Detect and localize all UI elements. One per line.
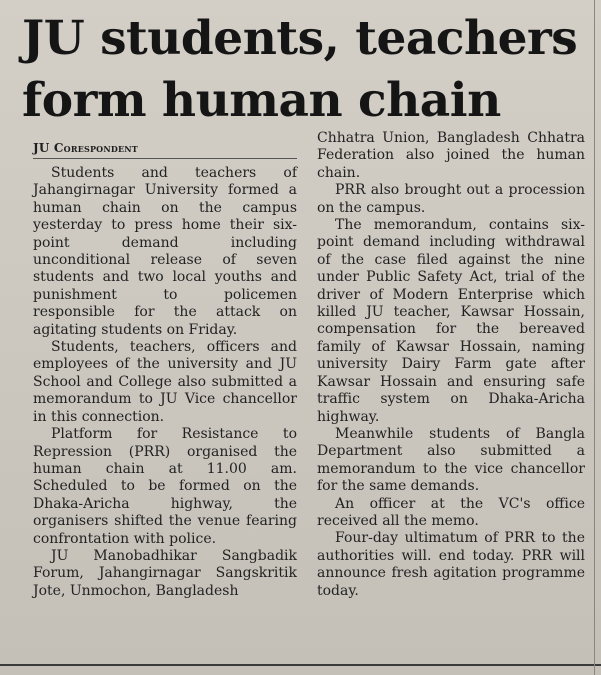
paragraph: The memorandum, contains six-point demand including withdrawal of the case filed against the nine under Public Safety Act, trial of the driver of Modern Enterprise which killed JU teacher, Kawsar Hossain, compensation for the bereaved family of Kawsar Hossain, naming university Dairy Farm gate after Kawsar Hossain and ensuring safe traffic system on Dhaka-Aricha highway. — [317, 217, 585, 425]
article-column-2 — [317, 130, 585, 600]
paragraph: JU Manobadhikar Sangbadik Forum, Jahangirnagar Sangskritik Jote, Unmochon, Bangladesh — [33, 547, 297, 599]
paragraph: Students, teachers, officers and employees of the university and JU School and College also submitted a memorandum to JU Vice chancellor in this connection. — [33, 339, 297, 425]
article-column-1 — [33, 165, 297, 600]
byline: JU Corespondent — [33, 141, 297, 159]
paragraph: Students and teachers of Jahangirnagar University formed a human chain on the campus yesterday to press home their six-point demand including unconditional release of seven students and two local youths and punishment to policemen responsible for the attack on agitating students on Friday. — [33, 165, 297, 338]
bottom-rule — [0, 664, 601, 666]
headline — [22, 8, 592, 132]
right-edge-rule — [594, 0, 595, 675]
paragraph: Four-day ultimatum of PRR to the authorities will. end today. PRR will announce fresh agitation programme today. — [317, 530, 585, 599]
paragraph: An officer at the VC's office received all the memo. — [317, 495, 585, 529]
headline-line-2: form human chain — [22, 73, 501, 128]
paragraph: PRR also brought out a procession on the campus. — [317, 182, 585, 216]
paragraph: Platform for Resistance to Repression (PRR) organised the human chain at 11.00 am. Scheduled to be formed on the Dhaka-Aricha highway, the organisers shifted the venue fearing confrontation with police. — [33, 426, 297, 547]
headline-line-1: JU students, teachers — [22, 11, 578, 66]
paragraph: Meanwhile students of Bangla Department also submitted a memorandum to the vice chancellor for the same demands. — [317, 425, 585, 495]
paragraph: Chhatra Union, Bangladesh Chhatra Federation also joined the human chain. — [317, 130, 585, 181]
